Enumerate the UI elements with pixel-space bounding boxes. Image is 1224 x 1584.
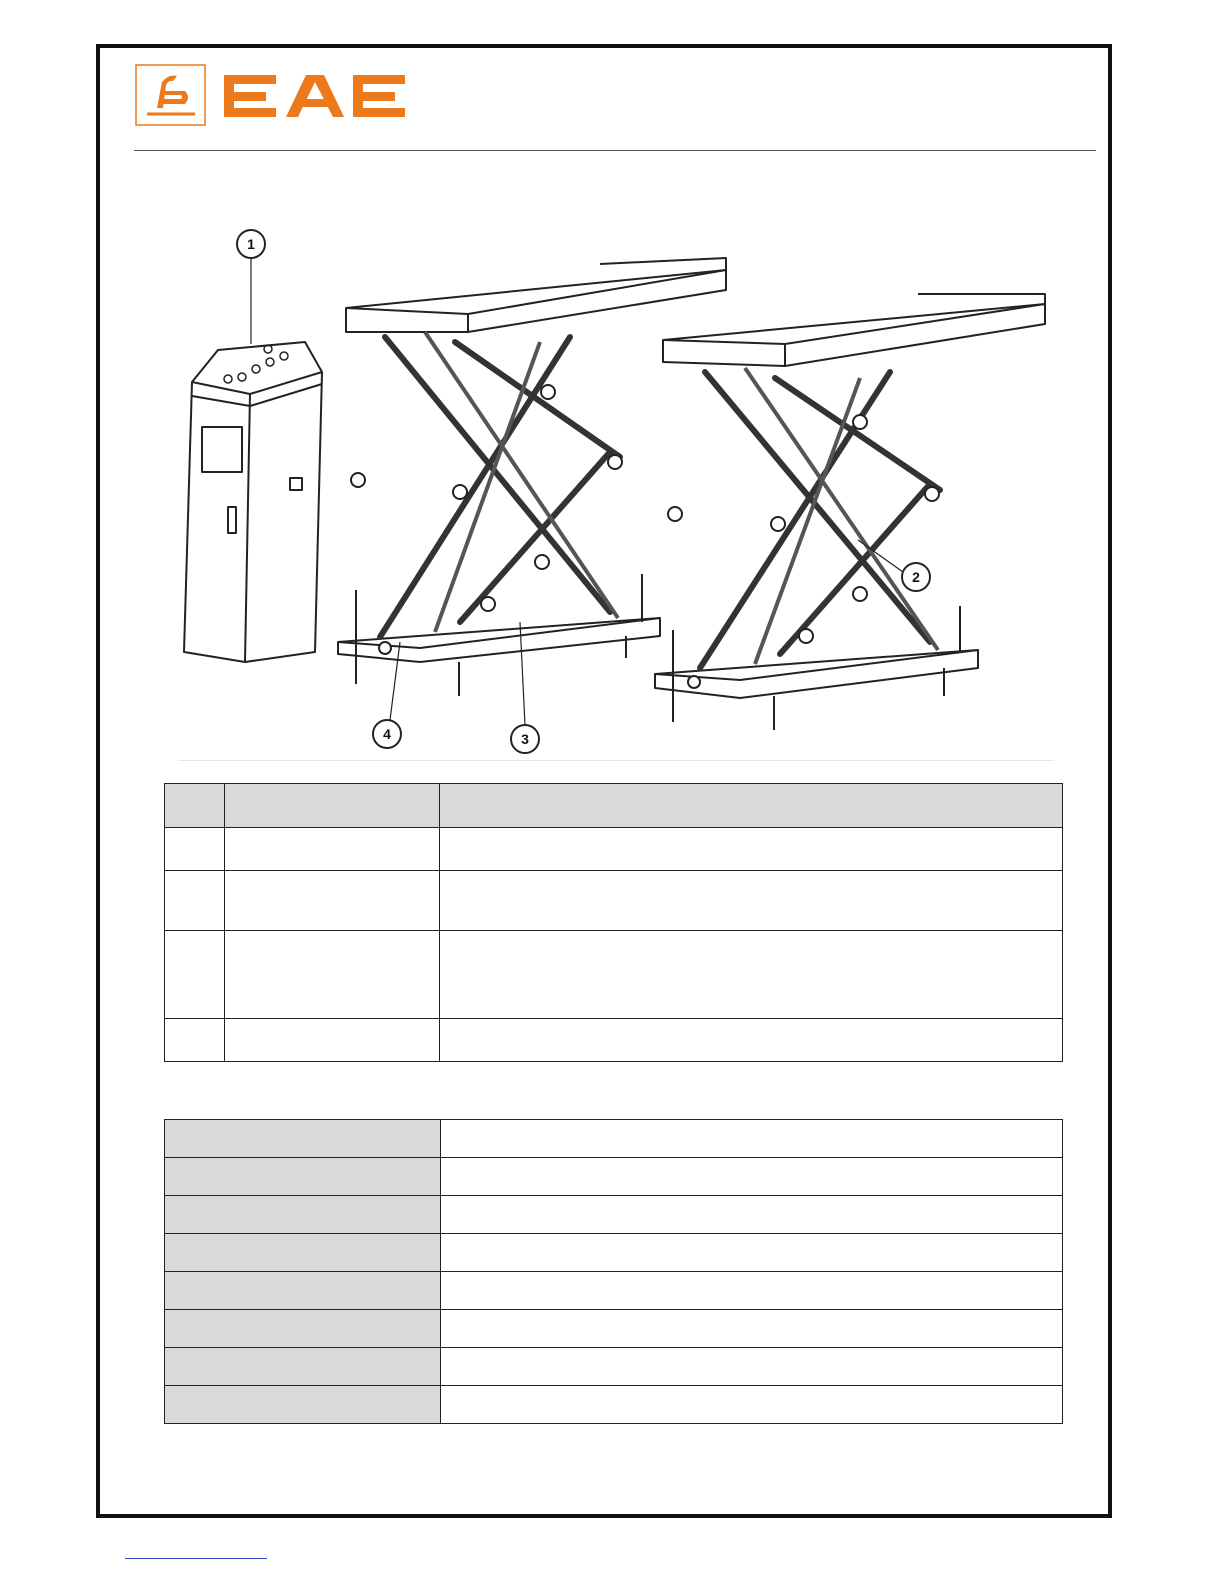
spec-label bbox=[165, 1196, 441, 1234]
callout-label-2: 2 bbox=[912, 569, 920, 585]
specs-table bbox=[164, 1119, 1063, 1424]
header-cell-description bbox=[440, 784, 1063, 828]
cell-name bbox=[225, 871, 440, 931]
cell-description bbox=[440, 828, 1063, 871]
footer-link-underline[interactable] bbox=[125, 1558, 267, 1559]
scissor-lift-right-icon bbox=[655, 294, 1045, 730]
cell-name bbox=[225, 828, 440, 871]
table-row bbox=[165, 828, 1063, 871]
table-row bbox=[165, 1158, 1063, 1196]
cell-name bbox=[225, 1019, 440, 1062]
callout-label-3: 3 bbox=[521, 731, 529, 747]
callout-label-4: 4 bbox=[383, 726, 391, 742]
table-row bbox=[165, 1386, 1063, 1424]
table-row bbox=[165, 1234, 1063, 1272]
spec-value bbox=[441, 1234, 1063, 1272]
control-cabinet-icon bbox=[184, 342, 322, 662]
parts-table-header bbox=[165, 784, 1063, 828]
table-row bbox=[165, 1019, 1063, 1062]
spec-value bbox=[441, 1348, 1063, 1386]
table-row bbox=[165, 1120, 1063, 1158]
cell-description bbox=[440, 871, 1063, 931]
table-row bbox=[165, 1196, 1063, 1234]
header-cell-no bbox=[165, 784, 225, 828]
parts-table bbox=[164, 783, 1063, 1062]
table-row bbox=[165, 871, 1063, 931]
table-row bbox=[165, 1310, 1063, 1348]
table-row bbox=[165, 1272, 1063, 1310]
spec-value bbox=[441, 1158, 1063, 1196]
spec-value bbox=[441, 1120, 1063, 1158]
scissor-lift-illustration bbox=[170, 222, 1060, 762]
illustration-baseline bbox=[178, 760, 1054, 761]
cell-description bbox=[440, 931, 1063, 1019]
spec-label bbox=[165, 1120, 441, 1158]
cell-no bbox=[165, 871, 225, 931]
header-cell-name bbox=[225, 784, 440, 828]
eae-logo bbox=[135, 64, 407, 127]
table-row bbox=[165, 931, 1063, 1019]
spec-label bbox=[165, 1158, 441, 1196]
spec-label bbox=[165, 1348, 441, 1386]
callout-label-1: 1 bbox=[247, 236, 255, 252]
spec-value bbox=[441, 1272, 1063, 1310]
spec-value bbox=[441, 1386, 1063, 1424]
header-rule bbox=[134, 150, 1096, 151]
spec-value bbox=[441, 1310, 1063, 1348]
cell-no bbox=[165, 1019, 225, 1062]
table-row bbox=[165, 1348, 1063, 1386]
spec-label bbox=[165, 1386, 441, 1424]
spec-label bbox=[165, 1310, 441, 1348]
cell-description bbox=[440, 1019, 1063, 1062]
cell-no bbox=[165, 828, 225, 871]
spec-label bbox=[165, 1234, 441, 1272]
cell-no bbox=[165, 931, 225, 1019]
spec-label bbox=[165, 1272, 441, 1310]
scissor-lift-left-icon bbox=[338, 258, 726, 696]
spec-value bbox=[441, 1196, 1063, 1234]
cell-name bbox=[225, 931, 440, 1019]
